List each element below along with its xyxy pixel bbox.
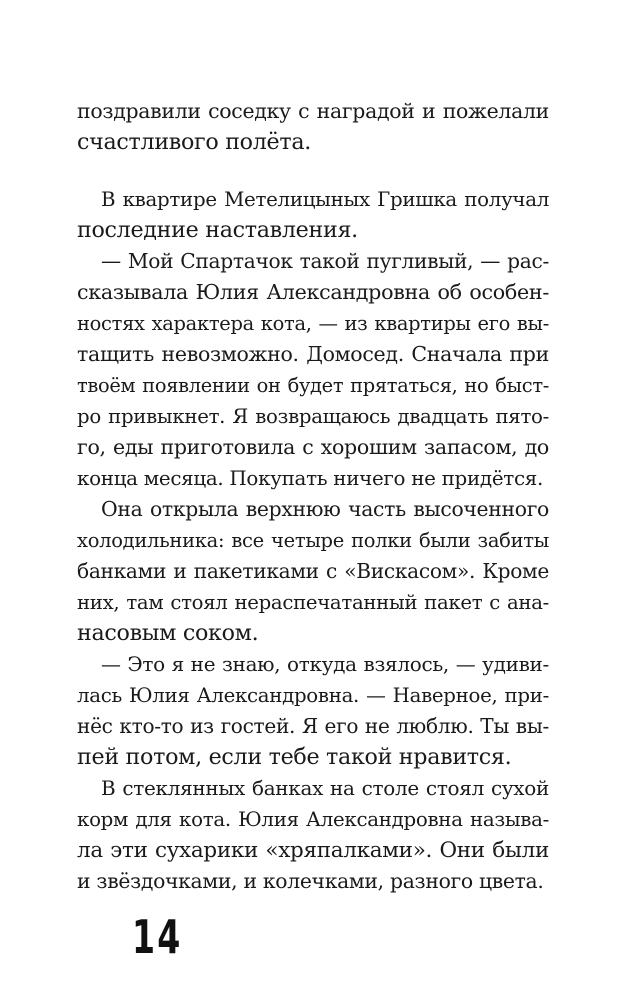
text-line: твоём появлении он будет прятаться, но быст- <box>77 374 549 397</box>
text-line: ро привыкнет. Я возвращаюсь двадцать пято- <box>77 405 549 428</box>
text-line: банками и пакетиками с «Вискасом». Кроме <box>77 559 549 583</box>
text-line: холодильника: все четыре полки были забиты <box>77 529 549 552</box>
text-line: В стеклянных банках на столе стоял сухой <box>101 776 549 800</box>
text-line: и звёздочками, и колечками, разного цвета. <box>77 869 544 893</box>
paragraph-speech-1 <box>77 246 549 494</box>
text-line: счастливого полёта. <box>77 129 312 155</box>
text-line: сказывала Юлия Александровна об особен- <box>77 280 549 304</box>
text-line: последние наставления. <box>77 217 358 243</box>
text-line: насовым соком. <box>77 620 259 646</box>
text-line: нёс кто-то из гостей. Я его не люблю. Ты вы- <box>77 714 549 738</box>
text-line: пей потом, если тебе такой нравится. <box>77 744 512 770</box>
text-line: В квартире Метелицыных Гришка получал <box>101 188 549 211</box>
text-line: корм для кота. Юлия Александровна называ- <box>77 808 549 831</box>
text-line: поздравили соседку с наградой и пожелали <box>77 99 549 123</box>
text-line: — Мой Спартачок такой пугливый, — рас- <box>101 249 549 273</box>
text-line: — Это я не знаю, откуда взялось, — удиви- <box>101 652 549 676</box>
text-line: конца месяца. Покупать ничего не придётся. <box>77 467 544 490</box>
top-paragraph <box>77 96 549 158</box>
text-line: ностях характера кота, — из квартиры его вы- <box>77 312 549 335</box>
paragraph-speech-2 <box>77 649 549 773</box>
paragraph-fridge <box>77 494 549 649</box>
text-line: Она открыла верхнюю часть высоченного <box>101 497 549 521</box>
text-line: лась Юлия Александровна. — Наверное, при- <box>77 684 549 707</box>
paragraph-food <box>77 773 549 897</box>
text-line: ла эти сухарики «хряпалками». Они были <box>77 838 549 863</box>
text-line: го, еды приготовила с хорошим запасом, до <box>77 435 549 459</box>
text-line: тащить невозможно. Домосед. Сначала при <box>77 342 549 366</box>
paragraph-apartment <box>77 184 549 246</box>
page-number: 14 <box>132 910 183 964</box>
text-line: них, там стоял нераспечатанный пакет с ана- <box>77 591 549 614</box>
